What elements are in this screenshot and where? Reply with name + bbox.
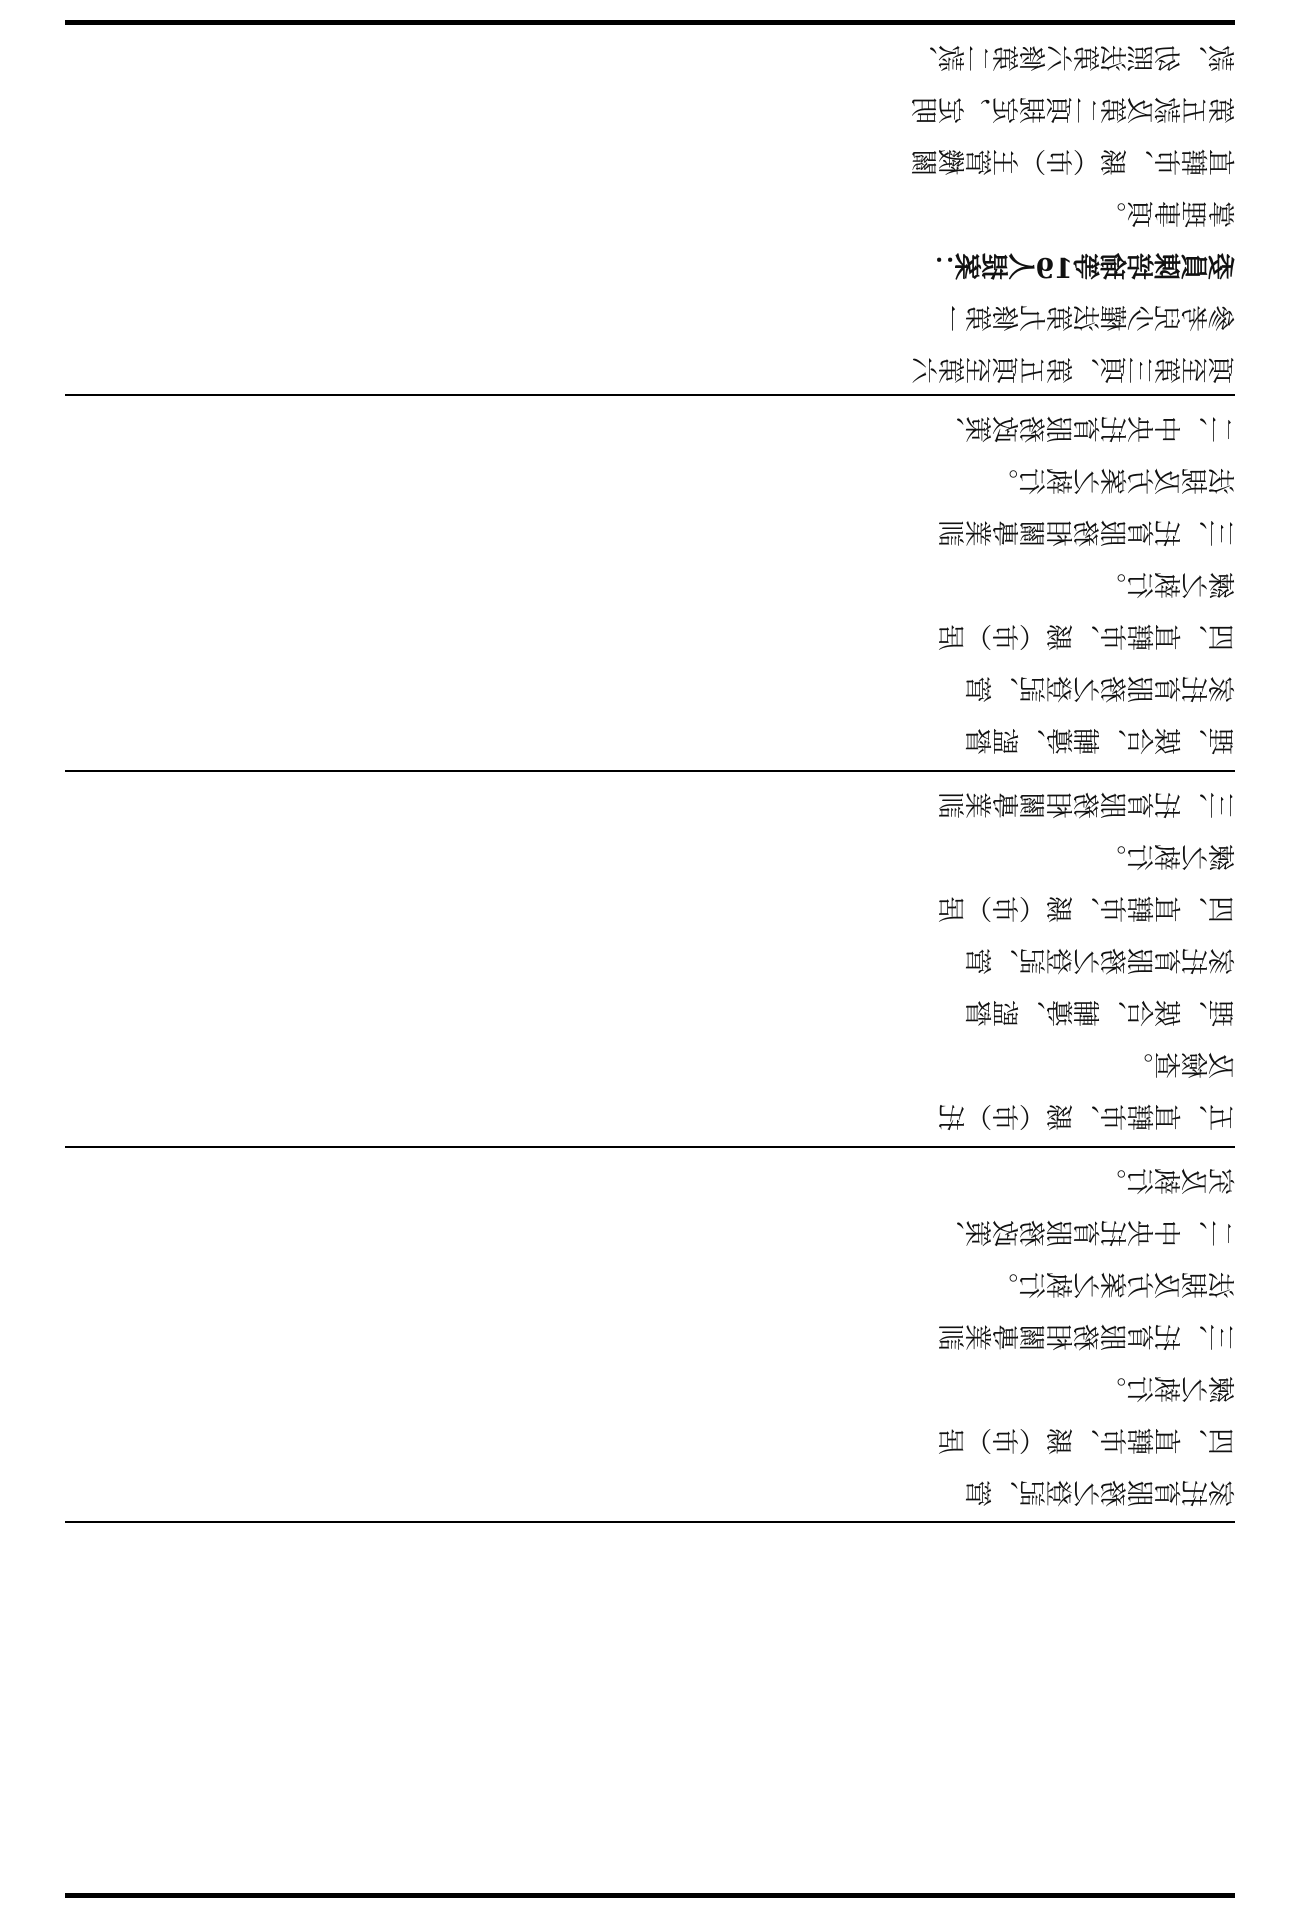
text-line: 委員陳培瑜等19人提案：	[927, 254, 1235, 285]
text-line: 第五款及第二項規定，定明	[911, 98, 1235, 129]
text-line: 三、托育服務相關專業訓	[938, 1325, 1235, 1356]
text-line: 二、中央托育服務政策、	[938, 1221, 1235, 1252]
row-divider	[65, 1146, 1235, 1148]
text-line: 究及執行。	[1100, 1169, 1235, 1200]
text-line: 五、直轄市、縣（市）托	[938, 1105, 1235, 1136]
text-line: 直轄市、縣（市）主管機關	[911, 150, 1235, 181]
band-text	[65, 773, 1235, 1141]
band-explanation	[65, 26, 1235, 394]
text-line: 理、媒合、輔導、監督	[965, 1001, 1235, 1032]
text-line: 法規及方案之執行。	[992, 469, 1235, 500]
band-text	[65, 397, 1235, 765]
band-proposal-b	[65, 773, 1235, 1141]
row-divider	[65, 394, 1235, 396]
text-line: 二、中央托育服務政策、	[938, 417, 1235, 448]
text-line: 家托育服務之登記、管	[965, 677, 1235, 708]
text-line: 法規及方案之執行。	[992, 1273, 1235, 1304]
band-proposal-a	[65, 397, 1235, 765]
text-line: 練之執行。	[1100, 845, 1235, 876]
text-line: 理、媒合、輔導、監督	[965, 729, 1235, 760]
band-proposal-c	[65, 1149, 1235, 1517]
text-line: 三、托育服務相關專業訓	[938, 521, 1235, 552]
text-line: 家托育服務之登記、管	[965, 949, 1235, 980]
text-line: 及檢查。	[1127, 1053, 1235, 1084]
band-text	[65, 1149, 1235, 1517]
text-line: 掌理事項。	[1100, 202, 1235, 233]
row-divider	[65, 770, 1235, 772]
text-line: 四、直轄市、縣（市）居	[938, 625, 1235, 656]
text-line: 項至第三項、第五項至第六	[911, 358, 1235, 389]
text-line: 三、托育服務相關專業訓	[938, 793, 1235, 824]
text-line: 家托育服務之登記、管	[965, 1481, 1235, 1512]
text-line: 參考兒少權法第九條第一	[938, 306, 1235, 337]
text-line: 四、直轄市、縣（市）居	[938, 897, 1235, 928]
top-rule	[65, 20, 1235, 25]
text-line: 練之執行。	[1100, 573, 1235, 604]
band-text	[65, 26, 1235, 394]
text-line: 四、直轄市、縣（市）居	[938, 1429, 1235, 1460]
row-divider	[65, 1521, 1235, 1523]
text-line: 款、幼照法第六條第二款、	[911, 46, 1235, 77]
text-line: 練之執行。	[1100, 1377, 1235, 1408]
bottom-rule	[65, 1893, 1235, 1898]
